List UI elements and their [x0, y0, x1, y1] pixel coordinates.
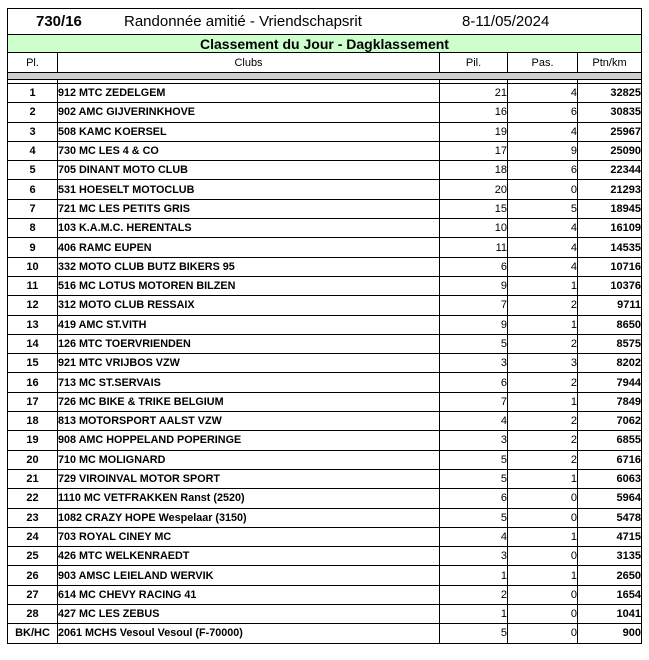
table-row [8, 469, 642, 488]
points-cell: 21293 [578, 180, 642, 199]
passengers-cell: 0 [508, 605, 578, 624]
points-cell: 6716 [578, 450, 642, 469]
passengers-cell: 4 [508, 219, 578, 238]
points-cell: 10376 [578, 276, 642, 295]
pilots-cell: 5 [440, 450, 508, 469]
table-row [8, 276, 642, 295]
rank-cell: 23 [8, 508, 58, 527]
rank-cell: 15 [8, 354, 58, 373]
rank-cell: 12 [8, 296, 58, 315]
club-cell: 713 MC ST.SERVAIS [58, 373, 440, 392]
points-cell: 32825 [578, 84, 642, 103]
rank-cell: 1 [8, 84, 58, 103]
rank-cell: 17 [8, 392, 58, 411]
club-cell: 1110 MC VETFRAKKEN Ranst (2520) [58, 489, 440, 508]
table-row [8, 103, 642, 122]
table-row [8, 315, 642, 334]
table-row [8, 296, 642, 315]
points-cell: 6063 [578, 469, 642, 488]
passengers-cell: 5 [508, 199, 578, 218]
passengers-cell: 4 [508, 238, 578, 257]
rank-cell: 20 [8, 450, 58, 469]
pilots-cell: 5 [440, 624, 508, 643]
club-cell: 710 MC MOLIGNARD [58, 450, 440, 469]
pilots-cell: 17 [440, 141, 508, 160]
pilots-cell: 7 [440, 392, 508, 411]
table-row [8, 508, 642, 527]
points-cell: 22344 [578, 161, 642, 180]
points-cell: 6855 [578, 431, 642, 450]
table-row [8, 334, 642, 353]
title-row [8, 9, 642, 35]
col-header-clubs: Clubs [58, 53, 440, 73]
pilots-cell: 21 [440, 84, 508, 103]
col-header-pas: Pas. [508, 53, 578, 73]
club-cell: 126 MTC TOERVRIENDEN [58, 334, 440, 353]
pilots-cell: 2 [440, 585, 508, 604]
points-cell: 1041 [578, 605, 642, 624]
passengers-cell: 1 [508, 527, 578, 546]
event-number: 730/16 [36, 13, 82, 30]
points-cell: 5964 [578, 489, 642, 508]
points-cell: 5478 [578, 508, 642, 527]
rank-cell: 14 [8, 334, 58, 353]
table-row [8, 257, 642, 276]
pilots-cell: 9 [440, 276, 508, 295]
points-cell: 25967 [578, 122, 642, 141]
table-row [8, 180, 642, 199]
pilots-cell: 4 [440, 527, 508, 546]
table-row [8, 431, 642, 450]
subtitle: Classement du Jour - Dagklassement [8, 35, 642, 53]
passengers-cell: 3 [508, 354, 578, 373]
club-cell: 332 MOTO CLUB BUTZ BIKERS 95 [58, 257, 440, 276]
points-cell: 3135 [578, 547, 642, 566]
club-cell: 1082 CRAZY HOPE Wespelaar (3150) [58, 508, 440, 527]
rank-cell: 21 [8, 469, 58, 488]
club-cell: 730 MC LES 4 & CO [58, 141, 440, 160]
rank-cell: 2 [8, 103, 58, 122]
table-row [8, 624, 642, 643]
pilots-cell: 7 [440, 296, 508, 315]
club-cell: 912 MTC ZEDELGEM [58, 84, 440, 103]
pilots-cell: 6 [440, 373, 508, 392]
club-cell: 813 MOTORSPORT AALST VZW [58, 412, 440, 431]
passengers-cell: 0 [508, 624, 578, 643]
table-row [8, 161, 642, 180]
col-header-pil: Pil. [440, 53, 508, 73]
points-cell: 4715 [578, 527, 642, 546]
club-cell: 103 K.A.M.C. HERENTALS [58, 219, 440, 238]
table-row [8, 450, 642, 469]
rank-cell: BK/HC [8, 624, 58, 643]
club-cell: 703 ROYAL CINEY MC [58, 527, 440, 546]
passengers-cell: 0 [508, 489, 578, 508]
passengers-cell: 0 [508, 585, 578, 604]
rank-cell: 6 [8, 180, 58, 199]
rank-cell: 4 [8, 141, 58, 160]
pilots-cell: 3 [440, 354, 508, 373]
pilots-cell: 3 [440, 431, 508, 450]
club-cell: 508 KAMC KOERSEL [58, 122, 440, 141]
event-date: 8-11/05/2024 [462, 13, 550, 30]
pilots-cell: 18 [440, 161, 508, 180]
passengers-cell: 6 [508, 103, 578, 122]
rank-cell: 5 [8, 161, 58, 180]
club-cell: 908 AMC HOPPELAND POPERINGE [58, 431, 440, 450]
table-row [8, 527, 642, 546]
pilots-cell: 6 [440, 489, 508, 508]
pilots-cell: 11 [440, 238, 508, 257]
club-cell: 406 RAMC EUPEN [58, 238, 440, 257]
table-row [8, 122, 642, 141]
rank-cell: 7 [8, 199, 58, 218]
passengers-cell: 1 [508, 315, 578, 334]
passengers-cell: 2 [508, 373, 578, 392]
passengers-cell: 6 [508, 161, 578, 180]
club-cell: 419 AMC ST.VITH [58, 315, 440, 334]
points-cell: 18945 [578, 199, 642, 218]
table-row [8, 141, 642, 160]
table-row [8, 238, 642, 257]
table-row [8, 489, 642, 508]
separator-cell [8, 73, 642, 80]
rank-cell: 26 [8, 566, 58, 585]
pilots-cell: 1 [440, 605, 508, 624]
club-cell: 729 VIROINVAL MOTOR SPORT [58, 469, 440, 488]
rank-cell: 28 [8, 605, 58, 624]
rank-cell: 16 [8, 373, 58, 392]
club-cell: 705 DINANT MOTO CLUB [58, 161, 440, 180]
rank-cell: 25 [8, 547, 58, 566]
points-cell: 8202 [578, 354, 642, 373]
club-cell: 531 HOESELT MOTOCLUB [58, 180, 440, 199]
col-header-pts: Ptn/km [578, 53, 642, 73]
points-cell: 9711 [578, 296, 642, 315]
points-cell: 7062 [578, 412, 642, 431]
separator-bar [8, 73, 642, 80]
club-cell: 426 MTC WELKENRAEDT [58, 547, 440, 566]
pilots-cell: 4 [440, 412, 508, 431]
rank-cell: 11 [8, 276, 58, 295]
pilots-cell: 15 [440, 199, 508, 218]
rank-cell: 9 [8, 238, 58, 257]
passengers-cell: 2 [508, 450, 578, 469]
pilots-cell: 1 [440, 566, 508, 585]
rank-cell: 18 [8, 412, 58, 431]
passengers-cell: 1 [508, 469, 578, 488]
table-row [8, 373, 642, 392]
table-row [8, 585, 642, 604]
points-cell: 2650 [578, 566, 642, 585]
rank-cell: 3 [8, 122, 58, 141]
table-row [8, 354, 642, 373]
pilots-cell: 5 [440, 508, 508, 527]
points-cell: 8650 [578, 315, 642, 334]
table-row [8, 605, 642, 624]
rank-cell: 22 [8, 489, 58, 508]
col-header-pl: Pl. [8, 53, 58, 73]
table-row [8, 412, 642, 431]
column-header-row [8, 53, 642, 73]
passengers-cell: 1 [508, 392, 578, 411]
table-row [8, 199, 642, 218]
passengers-cell: 1 [508, 566, 578, 585]
points-cell: 30835 [578, 103, 642, 122]
passengers-cell: 4 [508, 122, 578, 141]
club-cell: 721 MC LES PETITS GRIS [58, 199, 440, 218]
rank-cell: 27 [8, 585, 58, 604]
table-row [8, 219, 642, 238]
table-row [8, 392, 642, 411]
passengers-cell: 2 [508, 296, 578, 315]
passengers-cell: 0 [508, 547, 578, 566]
club-cell: 516 MC LOTUS MOTOREN BILZEN [58, 276, 440, 295]
points-cell: 900 [578, 624, 642, 643]
points-cell: 8575 [578, 334, 642, 353]
points-cell: 1654 [578, 585, 642, 604]
club-cell: 614 MC CHEVY RACING 41 [58, 585, 440, 604]
passengers-cell: 2 [508, 431, 578, 450]
pilots-cell: 20 [440, 180, 508, 199]
table-row [8, 566, 642, 585]
table-row [8, 547, 642, 566]
rank-cell: 8 [8, 219, 58, 238]
points-cell: 7944 [578, 373, 642, 392]
points-cell: 25090 [578, 141, 642, 160]
club-cell: 921 MTC VRIJBOS VZW [58, 354, 440, 373]
pilots-cell: 3 [440, 547, 508, 566]
club-cell: 427 MC LES ZEBUS [58, 605, 440, 624]
passengers-cell: 2 [508, 334, 578, 353]
passengers-cell: 4 [508, 257, 578, 276]
points-cell: 7849 [578, 392, 642, 411]
points-cell: 14535 [578, 238, 642, 257]
club-cell: 726 MC BIKE & TRIKE BELGIUM [58, 392, 440, 411]
rank-cell: 19 [8, 431, 58, 450]
rank-cell: 24 [8, 527, 58, 546]
subtitle-row [8, 35, 642, 53]
passengers-cell: 2 [508, 412, 578, 431]
pilots-cell: 5 [440, 334, 508, 353]
club-cell: 312 MOTO CLUB RESSAIX [58, 296, 440, 315]
points-cell: 10716 [578, 257, 642, 276]
pilots-cell: 10 [440, 219, 508, 238]
pilots-cell: 19 [440, 122, 508, 141]
pilots-cell: 9 [440, 315, 508, 334]
passengers-cell: 0 [508, 508, 578, 527]
passengers-cell: 4 [508, 84, 578, 103]
passengers-cell: 1 [508, 276, 578, 295]
event-name: Randonnée amitié - Vriendschapsrit [124, 13, 362, 30]
title-cell [8, 9, 642, 35]
club-cell: 902 AMC GIJVERINKHOVE [58, 103, 440, 122]
club-cell: 2061 MCHS Vesoul Vesoul (F-70000) [58, 624, 440, 643]
pilots-cell: 5 [440, 469, 508, 488]
pilots-cell: 6 [440, 257, 508, 276]
club-cell: 903 AMSC LEIELAND WERVIK [58, 566, 440, 585]
ranking-table [7, 8, 642, 644]
points-cell: 16109 [578, 219, 642, 238]
passengers-cell: 0 [508, 180, 578, 199]
rank-cell: 13 [8, 315, 58, 334]
passengers-cell: 9 [508, 141, 578, 160]
table-row [8, 84, 642, 103]
rank-cell: 10 [8, 257, 58, 276]
pilots-cell: 16 [440, 103, 508, 122]
